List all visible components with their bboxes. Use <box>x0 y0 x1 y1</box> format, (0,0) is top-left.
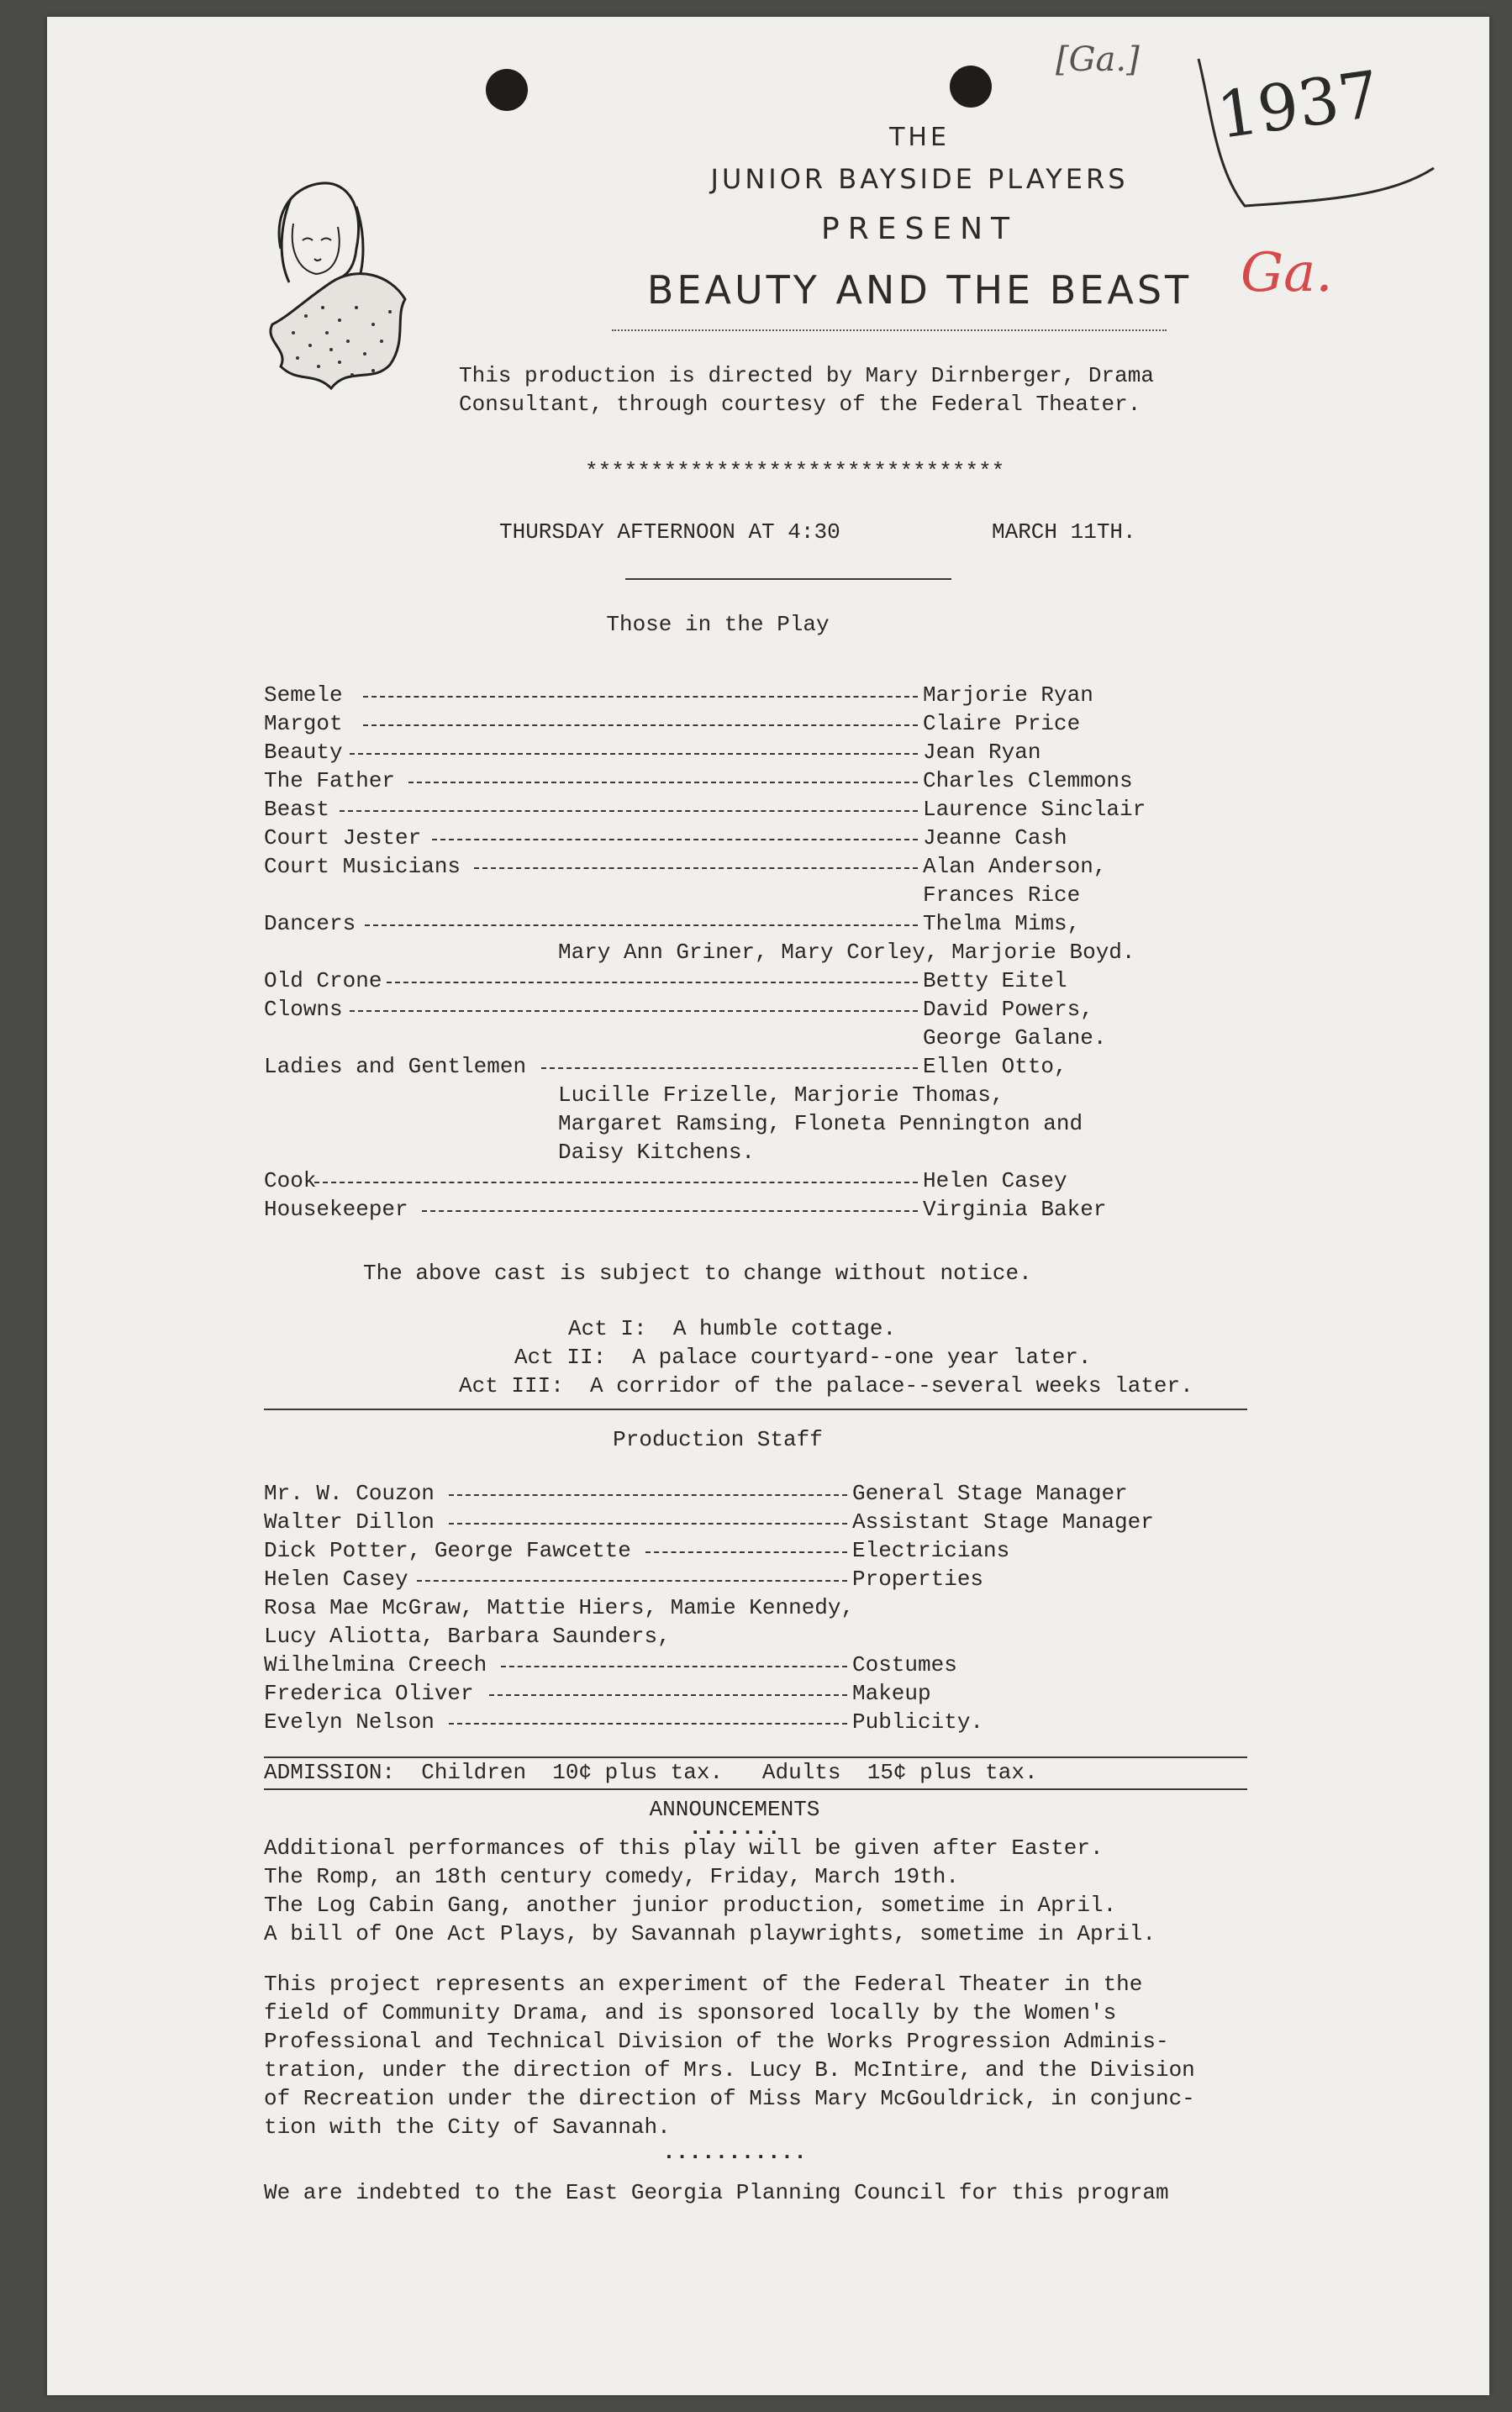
cast-row <box>47 938 1489 966</box>
staff-role: Properties <box>852 1567 984 1592</box>
cast-actor: Alan Anderson, <box>923 854 1107 879</box>
leader-dashes <box>541 1067 918 1069</box>
staff-name: Lucy Aliotta, Barbara Saunders, <box>264 1624 671 1649</box>
handwritten-bracket-note: [Ga.] <box>1056 40 1140 79</box>
cast-role: Margot <box>264 711 343 736</box>
closing-dots: ........... <box>662 2140 807 2165</box>
performance-date: MARCH 11TH. <box>992 519 1136 545</box>
leader-dashes <box>340 810 918 812</box>
cast-role: Semele <box>264 682 343 708</box>
staff-row <box>47 1651 1489 1679</box>
cast-row <box>47 795 1489 824</box>
leader-dashes <box>422 1210 918 1212</box>
leader-dashes <box>350 753 918 755</box>
cast-actor: Jeanne Cash <box>923 825 1067 851</box>
cast-actor: Charles Clemmons <box>923 768 1133 793</box>
intro-line-1: This production is directed by Mary Dirnberger, Drama <box>459 363 1154 388</box>
staff-row <box>47 1708 1489 1736</box>
cast-role: Beauty <box>264 740 343 765</box>
cast-actor: David Powers, <box>923 997 1093 1022</box>
cast-actor: Ellen Otto, <box>923 1054 1067 1079</box>
cast-role: Beast <box>264 797 330 822</box>
staff-row <box>47 1622 1489 1651</box>
staff-role: Makeup <box>852 1681 931 1706</box>
cast-continuation: Daisy Kitchens. <box>558 1140 756 1165</box>
cast-actor: Helen Casey <box>923 1168 1067 1193</box>
cast-row <box>47 1024 1489 1052</box>
cast-row <box>47 738 1489 766</box>
project-line-2: field of Community Drama, and is sponsored locally by the Women's <box>264 2000 1117 2025</box>
staff-name: Dick Potter, George Fawcette <box>264 1538 631 1563</box>
section-rule <box>264 1409 1247 1410</box>
header-the: THE <box>889 123 950 152</box>
punch-hole-right <box>950 66 992 108</box>
staff-name: Mr. W. Couzon <box>264 1481 435 1506</box>
program-sheet <box>47 17 1489 2395</box>
leader-dashes <box>449 1494 847 1496</box>
cast-row <box>47 1081 1489 1109</box>
leader-dashes <box>474 867 918 869</box>
cast-role: Dancers <box>264 911 356 936</box>
leader-dashes <box>350 1010 918 1012</box>
cast-row <box>47 1195 1489 1224</box>
staff-role: Publicity. <box>852 1709 984 1735</box>
staff-row <box>47 1536 1489 1565</box>
cast-row <box>47 1052 1489 1081</box>
cast-row <box>47 995 1489 1024</box>
announcement-1: Additional performances of this play will be given after Easter. <box>264 1835 1104 1861</box>
staff-role: Electricians <box>852 1538 1010 1563</box>
leader-dashes <box>645 1551 847 1553</box>
announcements-dots: ....... <box>688 1815 781 1841</box>
cast-actor: Betty Eitel <box>923 968 1067 993</box>
play-title: BEAUTY AND THE BEAST <box>646 267 1193 313</box>
cast-role: The Father <box>264 768 396 793</box>
staff-row <box>47 1508 1489 1536</box>
cast-actor: Laurence Sinclair <box>923 797 1146 822</box>
cast-actor: Thelma Mims, <box>923 911 1081 936</box>
leader-dashes <box>408 782 918 783</box>
announcement-3: The Log Cabin Gang, another junior production, sometime in April. <box>264 1893 1117 1918</box>
cast-row <box>47 909 1489 938</box>
staff-name: Helen Casey <box>264 1567 408 1592</box>
project-line-6: tion with the City of Savannah. <box>264 2114 671 2140</box>
leader-dashes <box>314 1182 918 1183</box>
header-company: JUNIOR BAYSIDE PLAYERS <box>710 163 1129 195</box>
cast-actor: Virginia Baker <box>923 1197 1107 1222</box>
cast-row <box>47 766 1489 795</box>
staff-heading: Production Staff <box>613 1427 823 1452</box>
leader-dashes <box>432 839 918 840</box>
act-1: Act I: A humble cottage. <box>568 1316 897 1341</box>
cast-continuation: Mary Ann Griner, Mary Corley, Marjorie Boyd. <box>558 940 1135 965</box>
cast-row <box>47 681 1489 709</box>
act-2: Act II: A palace courtyard--one year later. <box>514 1345 1092 1370</box>
title-underline <box>612 329 1167 331</box>
leader-dashes <box>501 1666 847 1667</box>
cast-role: Old Crone <box>264 968 382 993</box>
project-line-4: tration, under the direction of Mrs. Lucy B. McIntire, and the Division <box>264 2057 1195 2083</box>
punch-hole-left <box>486 69 528 111</box>
handwritten-red-note: Ga. <box>1241 242 1333 304</box>
leader-dashes <box>363 724 918 726</box>
cast-row <box>47 852 1489 881</box>
cast-row <box>47 1167 1489 1195</box>
cast-role: Court Musicians <box>264 854 461 879</box>
cast-row <box>47 1109 1489 1138</box>
project-line-1: This project represents an experiment of the Federal Theater in the <box>264 1972 1143 1997</box>
announcements-heading: ANNOUNCEMENTS <box>649 1797 820 1822</box>
project-line-5: of Recreation under the direction of Miss Mary McGouldrick, in conjunc- <box>264 2086 1195 2111</box>
cast-actor: Marjorie Ryan <box>923 682 1093 708</box>
cast-actor: George Galane. <box>923 1025 1107 1051</box>
closing-line: We are indebted to the East Georgia Planning Council for this program <box>264 2180 1169 2205</box>
staff-role: General Stage Manager <box>852 1481 1128 1506</box>
cast-row <box>47 824 1489 852</box>
staff-name: Wilhelmina Creech <box>264 1652 487 1677</box>
cast-role: Ladies and Gentlemen <box>264 1054 527 1079</box>
staff-row <box>47 1679 1489 1708</box>
cast-heading: Those in the Play <box>606 612 830 637</box>
performance-underline <box>625 578 951 580</box>
cast-actor: Frances Rice <box>923 882 1081 908</box>
announcement-2: The Romp, an 18th century comedy, Friday, March 19th. <box>264 1864 959 1889</box>
leader-dashes <box>449 1523 847 1525</box>
star-divider: ******************************** <box>585 459 1005 484</box>
act-3: Act III: A corridor of the palace--several weeks later. <box>459 1373 1193 1398</box>
staff-name: Walter Dillon <box>264 1509 435 1535</box>
handwritten-year: 1937 <box>1212 55 1384 154</box>
performance-time: THURSDAY AFTERNOON AT 4:30 <box>499 519 840 545</box>
leader-dashes <box>387 982 918 983</box>
project-line-3: Professional and Technical Division of the Works Progression Adminis- <box>264 2029 1169 2054</box>
cast-actor: Claire Price <box>923 711 1081 736</box>
staff-name: Frederica Oliver <box>264 1681 474 1706</box>
leader-dashes <box>365 924 918 926</box>
leader-dashes <box>417 1580 847 1582</box>
leader-dashes <box>449 1723 847 1725</box>
admission-line: ADMISSION: Children 10¢ plus tax. Adults 15¢ plus tax. <box>264 1760 1038 1785</box>
staff-row <box>47 1479 1489 1508</box>
header-present: PRESENT <box>821 212 1018 246</box>
cast-role: Housekeeper <box>264 1197 408 1222</box>
staff-name: Rosa Mae McGraw, Mattie Hiers, Mamie Kennedy, <box>264 1595 855 1620</box>
cast-row <box>47 1138 1489 1167</box>
cast-role: Cook <box>264 1168 317 1193</box>
cast-role: Clowns <box>264 997 343 1022</box>
leader-dashes <box>363 696 918 698</box>
cast-row <box>47 881 1489 909</box>
intro-line-2: Consultant, through courtesy of the Federal Theater. <box>459 392 1141 417</box>
staff-row <box>47 1565 1489 1593</box>
staff-name: Evelyn Nelson <box>264 1709 435 1735</box>
staff-role: Assistant Stage Manager <box>852 1509 1154 1535</box>
cast-actor: Jean Ryan <box>923 740 1041 765</box>
cast-notice: The above cast is subject to change without notice. <box>363 1261 1032 1286</box>
cast-continuation: Lucille Frizelle, Marjorie Thomas, <box>558 1082 1004 1108</box>
section-rule <box>264 1788 1247 1790</box>
cast-row <box>47 709 1489 738</box>
leader-dashes <box>489 1694 847 1696</box>
cast-row <box>47 966 1489 995</box>
announcement-4: A bill of One Act Plays, by Savannah playwrights, sometime in April. <box>264 1921 1156 1946</box>
cast-role: Court Jester <box>264 825 422 851</box>
staff-row <box>47 1593 1489 1622</box>
staff-role: Costumes <box>852 1652 957 1677</box>
cast-continuation: Margaret Ramsing, Floneta Pennington and <box>558 1111 1083 1136</box>
